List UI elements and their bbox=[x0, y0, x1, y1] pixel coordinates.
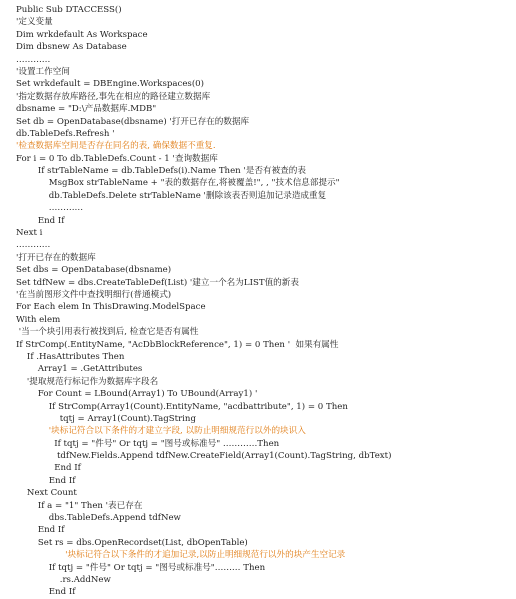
code-line: Next i bbox=[16, 228, 43, 239]
code-line: For Count = LBound(Array1) To UBound(Array1) ' bbox=[16, 389, 258, 400]
code-line: ………… bbox=[16, 240, 51, 251]
code-line: '指定数据存放库路径,事先在相应的路径建立数据库 bbox=[16, 91, 211, 102]
code-line: '在当前图形文件中查找明细行(普通模式) bbox=[16, 289, 172, 300]
code-line: '提取规范行标记作为数据库字段名 bbox=[16, 376, 159, 387]
code-line: dbsname = "D:\产品数据库.MDB" bbox=[16, 104, 157, 115]
code-line: db.TableDefs.Delete strTableName '删除该表否则追加记录造成重复 bbox=[16, 190, 327, 201]
code-line: Dim wrkdefault As Workspace bbox=[16, 29, 148, 40]
code-line: MsgBox strTableName + "表的数据存在,将被覆盖!", , "技术信息部提示" bbox=[16, 178, 340, 189]
code-line: End If bbox=[16, 463, 81, 474]
code-line: tqtj = Array1(Count).TagString bbox=[16, 413, 196, 424]
code-line: End If bbox=[16, 475, 76, 486]
code-line: '设置工作空间 bbox=[16, 66, 70, 77]
code-line: If StrComp(Array1(Count).EntityName, "acdbattribute", 1) = 0 Then bbox=[16, 401, 348, 412]
code-comment-highlight: '检查数据库空间是否存在同名的表, 确保数据不重复. bbox=[16, 141, 216, 152]
code-line: Set tdfNew = dbs.CreateTableDef(List) '建立一个名为LIST值的新表 bbox=[16, 277, 299, 288]
code-line: Set wrkdefault = DBEngine.Workspaces(0) bbox=[16, 79, 204, 90]
code-line: End If bbox=[16, 215, 65, 226]
code-comment-highlight: '块标记符合以下条件的才建立字段, 以防止明细规范行以外的块识入 bbox=[16, 426, 306, 437]
code-line: '打开已存在的数据库 bbox=[16, 252, 96, 263]
code-comment-highlight: '块标记符合以下条件的才追加记录,以防止明细规范行以外的块产生空记录 bbox=[16, 550, 346, 561]
code-line: Set dbs = OpenDatabase(dbsname) bbox=[16, 265, 172, 276]
code-line: Set db = OpenDatabase(dbsname) '打开已存在的数据库 bbox=[16, 116, 250, 127]
code-line: With elem bbox=[16, 314, 61, 325]
code-line: If tqtj = "件号" Or tqtj = "图号或标准号" …………Then bbox=[16, 438, 280, 449]
code-line: For i = 0 To db.TableDefs.Count - 1 '查询数据库 bbox=[16, 153, 218, 164]
code-line: End If bbox=[16, 525, 65, 536]
code-line: db.TableDefs.Refresh ' bbox=[16, 128, 115, 139]
code-line: If .HasAttributes Then bbox=[16, 351, 125, 362]
code-line: '定义变量 bbox=[16, 17, 53, 28]
code-line: End If bbox=[16, 587, 76, 598]
code-line: For Each elem In ThisDrawing.ModelSpace bbox=[16, 302, 206, 313]
code-line: '当一个块引用表行被找到后, 检查它是否有属性 bbox=[16, 327, 199, 338]
code-line: Array1 = .GetAttributes bbox=[16, 364, 143, 375]
code-line: If a = "1" Then '表已存在 bbox=[16, 500, 143, 511]
code-line: dbs.TableDefs.Append tdfNew bbox=[16, 513, 181, 524]
code-line: ………… bbox=[16, 203, 84, 214]
code-line: tdfNew.Fields.Append tdfNew.CreateField(Array1(Count).TagString, dbText) bbox=[16, 451, 392, 462]
code-line: Next Count bbox=[16, 488, 77, 499]
code-line: Dim dbsnew As Database bbox=[16, 42, 127, 53]
code-line: ………… bbox=[16, 54, 51, 65]
code-line: Set rs = dbs.OpenRecordset(List, dbOpenTable) bbox=[16, 537, 248, 548]
code-line: If strTableName = db.TableDefs(i).Name Then '是否有被查的表 bbox=[16, 166, 306, 177]
code-line: .rs.AddNew bbox=[16, 574, 111, 585]
code-line: Public Sub DTACCESS() bbox=[16, 5, 122, 15]
code-line: If StrComp(.EntityName, "AcDbBlockReference", 1) = 0 Then ' 如果有属性 bbox=[16, 339, 339, 350]
code-line: If tqtj = "件号" Or tqtj = "图号或标准号"……… Then bbox=[16, 562, 266, 573]
